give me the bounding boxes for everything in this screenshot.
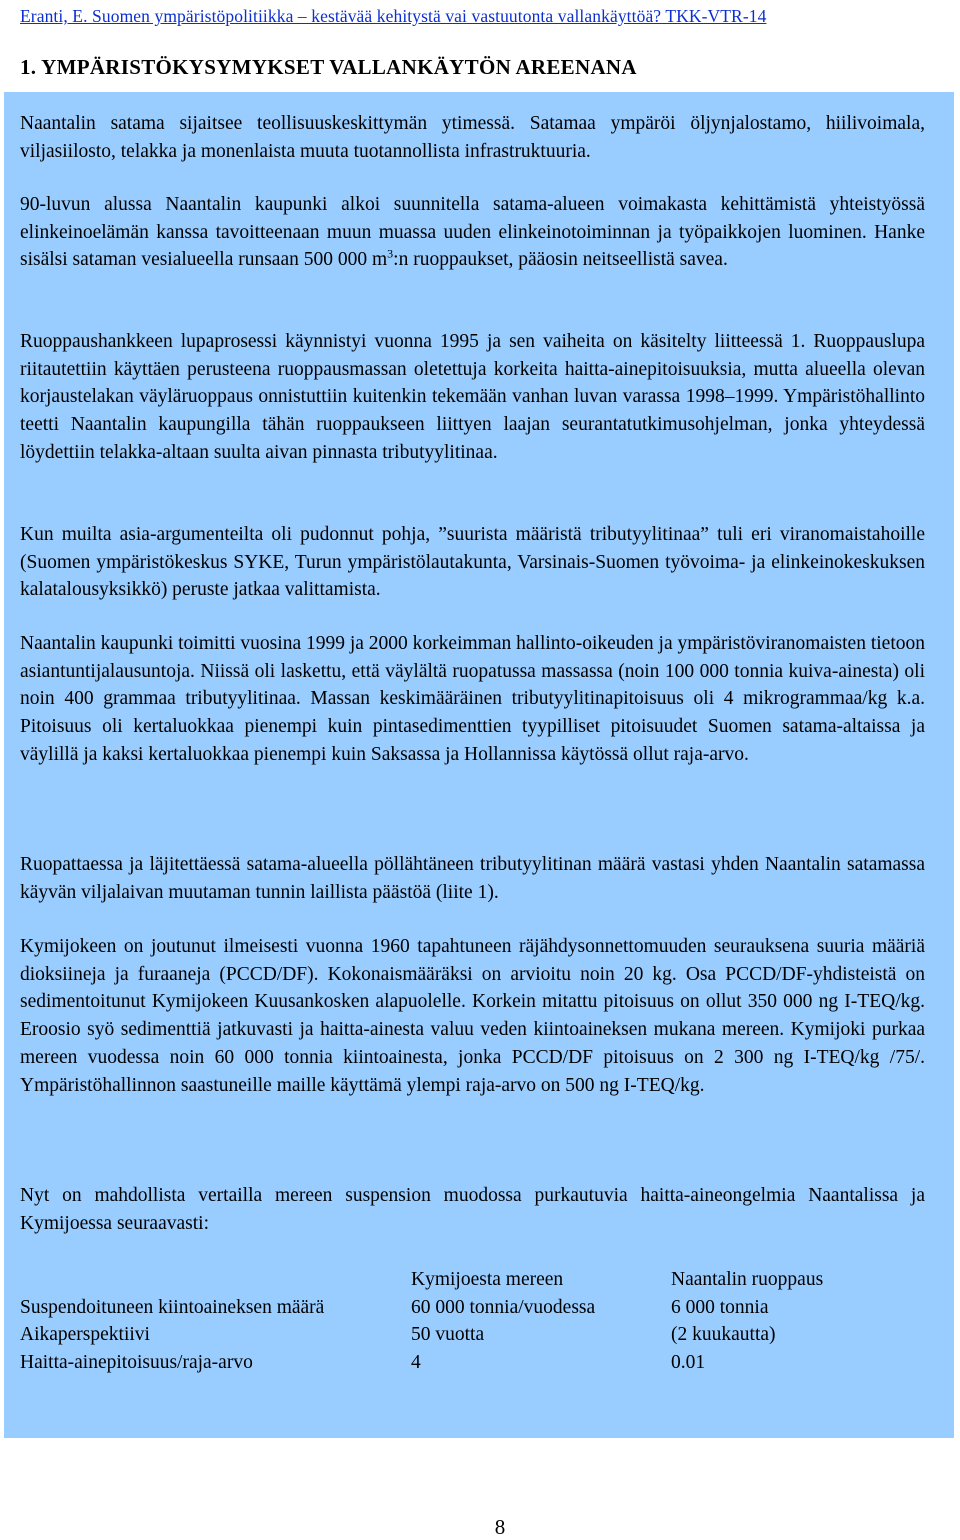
paragraph-comparison-intro: Nyt on mahdollista vertailla mereen suspension muodossa purkautuvia haitta-aineongelmia Naantalissa ja Kymijoessa seuraavasti: <box>20 1185 925 1234</box>
table-cell: 6 000 tonnia <box>671 1296 769 1318</box>
comparison-table <box>20 1266 921 1377</box>
paragraph-port-development <box>20 191 925 274</box>
table-cell: 60 000 tonnia/vuodessa <box>411 1296 596 1318</box>
chapter-title: 1. YMPÄRISTÖKYSYMYKSET VALLANKÄYTÖN AREENANA <box>20 55 637 79</box>
page-number: 8 <box>494 1515 506 1539</box>
table-cell: (2 kuukautta) <box>671 1324 776 1346</box>
paragraph-naantali-port: Naantalin satama sijaitsee teollisuuskeskittymän ytimessä. Satamaa ympäröi öljynjalostamo, hiilivoimala, viljasiilosto, telakka ja monenlaista muuta tuotannollista infrastruktuuria. <box>20 113 925 162</box>
table-row <box>20 1321 921 1349</box>
table-header-cell <box>20 1266 411 1294</box>
paragraph-tributyltin-release: Ruopattaessa ja läjitettäessä satama-alueella pöllähtäneen tributyylitinan määrä vastasi yhden Naantalin satamassa käyvän viljalaivan muutaman tunnin laillista päästöä (liite 1). <box>20 854 925 903</box>
table-cell: Haitta-ainepitoisuus/raja-arvo <box>20 1352 253 1374</box>
highlight-box <box>4 92 954 1438</box>
paragraph-appeals: Kun muilta asia-argumenteilta oli pudonnut pohja, ”suurista määristä tributyylitinaa” tuli eri viranomaistahoille (Suomen ympäristökeskus SYKE, Turun ympäristölautakunta, Varsinais-Suomen työvoima- ja elinkeinokeskuksen kalatalousyksikkö) peruste jatkaa valittamista. <box>20 524 925 601</box>
table-header-row <box>20 1266 921 1294</box>
paragraph-dredging-permit: Ruoppaushankkeen lupaprosessi käynnistyi vuonna 1995 ja sen vaiheita on käsitelty liitteessä 1. Ruoppauslupa riitautettiin käyttäen perusteena ruoppausmassan oletettuja korkeita haitta-ainepitoisuuksia, mutta alueella olevan korjaustelakan väyläruoppaus onnistuttiin kuitenkin tekemään vanhan luvan varassa 1998–1999. Ympäristöhallinto teetti Naantalin kaupungilla tähän ruoppaukseen liittyen laajan seurantatutkimusohjelman, jonka yhteydessä löydettiin telakka-altaan suulta aivan pinnasta tributyylitinaa. <box>20 331 925 463</box>
table-row <box>20 1294 921 1322</box>
running-header-link[interactable]: Eranti, E. Suomen ympäristöpolitiikka – kestävää kehitystä vai vastuutonta vallankäyttöä? TKK-VTR-14 <box>20 6 767 26</box>
table-cell: 0.01 <box>671 1352 706 1374</box>
superscript-cubed: 3 <box>387 246 394 261</box>
table-header-cell: Naantalin ruoppaus <box>671 1269 824 1290</box>
table-row <box>20 1349 921 1377</box>
paragraph-text: 90-luvun alussa Naantalin kaupunki alkoi suunnitella satama-alueen voimakasta kehittämistä yhteistyössä elinkeinoelämän kanssa tavoitteenaan muun muassa uuden elinkeinotoiminnan ja työpaikkojen luominen. Hanke sisälsi sataman vesialueella runsaan 500 000 m <box>20 194 925 271</box>
paragraph-expert-statements: Naantalin kaupunki toimitti vuosina 1999 ja 2000 korkeimman hallinto-oikeuden ja ympäristöviranomaisten tietoon asiantuntijalausuntoja. Niissä oli laskettu, että väylältä ruopatussa massassa (noin 100 000 tonnia kuiva-ainesta) oli noin 400 grammaa tributyylitinaa. Massan keskimääräinen tributyylitinapitoisuus oli 4 mikrogrammaa/kg k.a. Pitoisuus oli kertaluokkaa pienempi kuin pintasedimenttien tyypilliset pitoisuudet Suomen satama-altaissa ja väylillä ja kaksi kertaluokkaa pienempi kuin Saksassa ja Hollannissa käytössä ollut raja-arvo. <box>20 633 925 765</box>
table-cell: Suspendoituneen kiintoaineksen määrä <box>20 1296 325 1318</box>
paragraph-text: :n ruoppaukset, pääosin neitseellistä savea. <box>393 249 728 271</box>
paragraph-kymijoki: Kymijokeen on joutunut ilmeisesti vuonna 1960 tapahtuneen räjähdysonnettomuuden seurauksena suuria määriä dioksiineja ja furaaneja (PCCD/DF). Kokonaismääräksi on arvioitu noin 20 kg. Osa PCCD/DF-yhdisteistä on sedimentoitunut Kymijokeen Kuusankosken alapuolelle. Korkein mitattu pitoisuus on ollut 350 000 ng I-TEQ/kg. Eroosio syö sedimenttiä jatkuvasti ja haitta-ainesta valuu veden kiintoaineksen mukana mereen. Kymijoki purkaa mereen vuodessa noin 60 000 tonnia kiintoainesta, jonka PCCD/DF pitoisuus on 2 300 ng I-TEQ/kg /75/. Ympäristöhallinnon saastuneille maille käyttämä ylempi raja-arvo on 500 ng I-TEQ/kg. <box>20 936 925 1096</box>
table-cell: 50 vuotta <box>411 1324 485 1346</box>
table-cell: Aikaperspektiivi <box>20 1324 150 1346</box>
table-cell: 4 <box>411 1352 421 1374</box>
table-header-cell: Kymijoesta mereen <box>411 1269 564 1290</box>
